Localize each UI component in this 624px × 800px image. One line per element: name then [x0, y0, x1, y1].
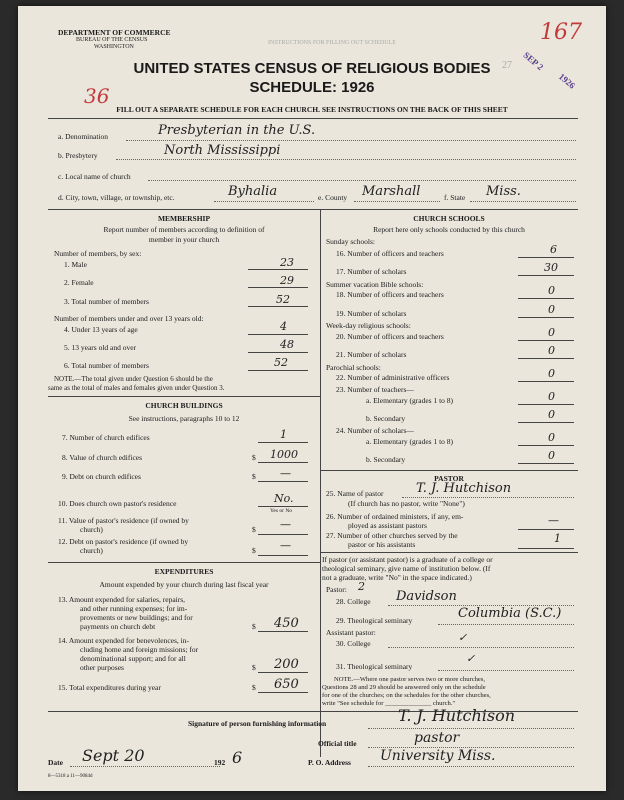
- official-title-label: Official title: [318, 739, 357, 748]
- sunday-label: Sunday schools:: [326, 237, 375, 246]
- q28-label: 28. College: [336, 597, 371, 606]
- membership-note-1: NOTE.—The total given under Question 6 should be the: [54, 375, 213, 383]
- date-label: Date: [48, 758, 63, 767]
- q30-label: 30. College: [336, 639, 371, 648]
- q24a-label: a. Elementary (grades 1 to 8): [366, 437, 454, 446]
- q23a-value[interactable]: 0: [548, 390, 555, 403]
- q14-label-a: 14. Amount expended for benevolences, in-: [58, 636, 190, 645]
- q27-value[interactable]: 1: [554, 532, 561, 545]
- date-value[interactable]: Sept 20: [82, 746, 145, 765]
- po-address-value[interactable]: University Miss.: [380, 748, 496, 764]
- pastor-note-2: Questions 28 and 29 should be answered only on the schedule: [322, 684, 486, 691]
- q26-value[interactable]: —: [548, 514, 559, 527]
- department-label: DEPARTMENT OF COMMERCE: [58, 28, 171, 37]
- signature-value[interactable]: T. J. Hutchison: [398, 706, 516, 725]
- q30-value[interactable]: ✓: [458, 631, 468, 644]
- signature-label: Signature of person furnishing information: [188, 719, 327, 728]
- q23b-label: b. Secondary: [366, 414, 406, 423]
- q24b-value[interactable]: 0: [548, 449, 555, 462]
- bureau-label: BUREAU OF THE CENSUS: [76, 37, 148, 43]
- q2-label: 2. Female: [64, 278, 94, 287]
- state-value[interactable]: Miss.: [486, 184, 521, 199]
- membership-note-2: same as the total of males and females given under Question 3.: [48, 384, 225, 392]
- q26-label-b: ployed as assistant pastors: [348, 521, 427, 530]
- q4-value[interactable]: 4: [280, 320, 287, 333]
- weekday-label: Week-day religious schools:: [326, 321, 411, 330]
- q31-value[interactable]: ✓: [466, 652, 476, 665]
- q8-value[interactable]: 1000: [270, 448, 298, 461]
- official-title-value[interactable]: pastor: [414, 730, 460, 746]
- q25-hint: (If church has no pastor, write "None"): [348, 499, 465, 508]
- q4-label: 4. Under 13 years of age: [64, 325, 138, 334]
- q23b-value[interactable]: 0: [548, 408, 555, 421]
- q27-label-b: pastor or his assistants: [348, 540, 416, 549]
- q13-label-a: 13. Amount expended for salaries, repairs,: [58, 595, 186, 604]
- q31-label: 31. Theological seminary: [336, 662, 413, 671]
- q21-value[interactable]: 0: [548, 344, 555, 357]
- q20-label: 20. Number of officers and teachers: [336, 332, 444, 341]
- q19-label: 19. Number of scholars: [336, 309, 407, 318]
- q18-label: 18. Number of officers and teachers: [336, 290, 444, 299]
- summer-label: Summer vacation Bible schools:: [326, 280, 424, 289]
- q1-label: 1. Male: [64, 260, 87, 269]
- q17-label: 17. Number of scholars: [336, 267, 407, 276]
- q14-label-b: cluding home and foreign missions; for: [80, 645, 199, 654]
- q7-value[interactable]: 1: [280, 428, 287, 441]
- red-number: 167: [540, 20, 582, 45]
- city-label: WASHINGTON: [94, 44, 134, 50]
- pastor-mark: 2: [358, 580, 365, 593]
- form-subtitle: SCHEDULE: 1926: [249, 79, 375, 96]
- year-prefix: 192: [214, 758, 226, 767]
- form-title: UNITED STATES CENSUS OF RELIGIOUS BODIES: [133, 60, 491, 77]
- q1-value[interactable]: 23: [280, 256, 294, 269]
- q23-label: 23. Number of teachers—: [336, 385, 414, 394]
- expenditures-intro: Amount expended by your church during last fiscal year: [99, 580, 269, 589]
- q12-label-b: church): [80, 546, 103, 555]
- q13-value[interactable]: 450: [274, 616, 299, 631]
- q15-value[interactable]: 650: [274, 677, 299, 692]
- q13-label-b: and other running expenses; for im-: [80, 604, 188, 613]
- pastor-note-4: write "See schedule for ______________ church.": [322, 700, 456, 707]
- q28-value[interactable]: Davidson: [396, 589, 457, 604]
- q17-value[interactable]: 30: [544, 261, 558, 274]
- q26-label-a: 26. Number of ordained ministers, if any, em-: [326, 512, 464, 521]
- q11-label-b: church): [80, 525, 103, 534]
- county-value[interactable]: Marshall: [362, 184, 421, 199]
- stamp-year: 1926: [556, 71, 578, 91]
- local-name-label: c. Local name of church: [58, 172, 131, 181]
- q14-dollar: $: [252, 663, 256, 672]
- q9-label: 9. Debt on church edifices: [62, 472, 141, 481]
- q6-value[interactable]: 52: [274, 356, 288, 369]
- by-sex-label: Number of members, by sex:: [54, 249, 142, 258]
- denomination-value[interactable]: Presbyterian in the U.S.: [158, 123, 316, 138]
- q24-label: 24. Number of scholars—: [336, 426, 414, 435]
- pastor-sub-label: Pastor:: [326, 585, 347, 594]
- q19-value[interactable]: 0: [548, 303, 555, 316]
- q22-label: 22. Number of administrative officers: [336, 373, 450, 382]
- q12-dollar: $: [252, 546, 256, 555]
- form-number: 8—5318 a 11—9084d: [48, 774, 93, 779]
- graduate-text-3: not a graduate, write "No" in the space indicated.): [322, 573, 472, 582]
- pastor-heading: PASTOR: [434, 474, 464, 483]
- q16-value[interactable]: 6: [550, 243, 557, 256]
- q15-label: 15. Total expenditures during year: [58, 683, 161, 692]
- q3-label: 3. Total number of members: [64, 297, 149, 306]
- q12-value[interactable]: —: [280, 539, 291, 552]
- membership-intro-2: member in your church: [148, 235, 220, 244]
- state-label: f. State: [444, 193, 466, 202]
- pastor-note-1: NOTE.—Where one pastor serves two or more churches,: [334, 676, 486, 683]
- schools-intro: Report here only schools conducted by this church: [373, 225, 525, 234]
- year-value[interactable]: 6: [232, 748, 243, 767]
- received-stamp: SEP 2: [521, 49, 546, 73]
- q8-dollar: $: [252, 453, 256, 462]
- q14-value[interactable]: 200: [274, 657, 299, 672]
- q21-label: 21. Number of scholars: [336, 350, 407, 359]
- q25-label: 25. Name of pastor: [326, 489, 384, 498]
- q10-value[interactable]: No.: [274, 492, 294, 505]
- parochial-label: Parochial schools:: [326, 363, 381, 372]
- q25-value[interactable]: T. J. Hutchison: [416, 481, 512, 496]
- q14-label-c: denominational support; and for all: [80, 654, 186, 663]
- q14-label-d: other purposes: [80, 663, 124, 672]
- q18-value[interactable]: 0: [548, 284, 555, 297]
- membership-heading: MEMBERSHIP: [157, 214, 211, 223]
- q9-dollar: $: [252, 472, 256, 481]
- q24b-label: b. Secondary: [366, 455, 406, 464]
- q29-value[interactable]: Columbia (S.C.): [458, 606, 562, 621]
- q3-value[interactable]: 52: [276, 293, 290, 306]
- age-intro-label: Number of members under and over 13 years old:: [54, 314, 204, 323]
- q7-label: 7. Number of church edifices: [62, 433, 150, 442]
- q11-label-a: 11. Value of pastor's residence (if owned by: [58, 516, 189, 525]
- presbytery-label: b. Presbytery: [58, 151, 98, 160]
- expenditures-heading: EXPENDITURES: [154, 567, 214, 576]
- fill-out-instruction: FILL OUT A SEPARATE SCHEDULE FOR EACH CHURCH. SEE INSTRUCTIONS ON THE BACK OF THIS SHEET: [116, 105, 508, 114]
- q16-label: 16. Number of officers and teachers: [336, 249, 444, 258]
- q23a-label: a. Elementary (grades 1 to 8): [366, 396, 454, 405]
- assistant-label: Assistant pastor:: [326, 628, 376, 637]
- q13-label-d: payments on church debt: [80, 622, 156, 631]
- city-value[interactable]: Byhalia: [228, 184, 278, 199]
- q13-dollar: $: [252, 622, 256, 631]
- presbytery-value[interactable]: North Mississippi: [164, 143, 281, 158]
- buildings-see: See instructions, paragraphs 10 to 12: [128, 414, 240, 423]
- q9-value[interactable]: —: [280, 467, 291, 480]
- q15-dollar: $: [252, 683, 256, 692]
- q20-value[interactable]: 0: [548, 326, 555, 339]
- q5-label: 5. 13 years old and over: [64, 343, 137, 352]
- stamp-number: 27: [502, 60, 512, 71]
- q5-value[interactable]: 48: [280, 338, 294, 351]
- q11-dollar: $: [252, 525, 256, 534]
- yes-no-hint: Yes or No: [270, 508, 293, 514]
- q24a-value[interactable]: 0: [548, 431, 555, 444]
- q12-label-a: 12. Debt on pastor's residence (if owned by: [58, 537, 189, 546]
- q22-value[interactable]: 0: [548, 367, 555, 380]
- q29-label: 29. Theological seminary: [336, 616, 413, 625]
- q10-label: 10. Does church own pastor's residence: [58, 499, 177, 508]
- q8-label: 8. Value of church edifices: [62, 453, 143, 462]
- graduate-text-1: If pastor (or assistant pastor) is a graduate of a college or: [322, 555, 493, 564]
- q11-value[interactable]: —: [280, 518, 291, 531]
- census-schedule-page: [18, 6, 606, 791]
- po-address-label: P. O. Address: [308, 758, 351, 767]
- schools-heading: CHURCH SCHOOLS: [413, 214, 485, 223]
- q13-label-c: provements or new buildings; and for: [80, 613, 193, 622]
- pastor-note-3: for one of the churches; on the schedules for the other churches,: [322, 692, 491, 699]
- membership-intro-1: Report number of members according to definition of: [103, 225, 265, 234]
- graduate-text-2: theological seminary, give name of institution below. (If: [322, 564, 491, 573]
- q2-value[interactable]: 29: [280, 274, 294, 287]
- denomination-label: a. Denomination: [58, 132, 108, 141]
- number-36: 36: [84, 84, 110, 108]
- buildings-heading: CHURCH BUILDINGS: [145, 401, 223, 410]
- county-label: e. County: [318, 193, 348, 202]
- city-label-field: d. City, town, village, or township, etc.: [58, 193, 175, 202]
- q6-label: 6. Total number of members: [64, 361, 149, 370]
- q27-label-a: 27. Number of other churches served by the: [326, 531, 458, 540]
- faint-instructions: INSTRUCTIONS FOR FILLING OUT SCHEDULE: [268, 40, 396, 46]
